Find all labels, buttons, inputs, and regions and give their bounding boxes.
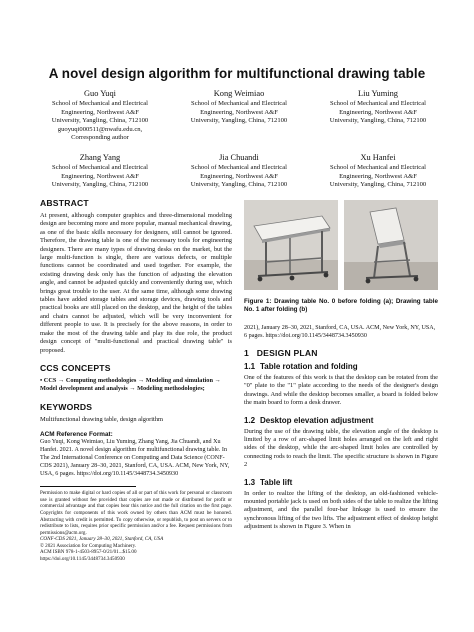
abstract-text: At present, although computer graphics and three-dimensional modeling design are becoming more and more popular, manual mechanical drawing, as one of the basic skills necessary for designers, still cannot be ignored. Therefore, the drawing table is one of the necessary tools for engineering designers. There are many types of drawing desks on the market, but the large multi-function is single, there are various defects, or multiple functions cannot be coordinated and used together. For example, the existing drawing desk only has the function of adjusting the elevation angle, and cannot be adjusted quickly and conveniently during use, which brings great trouble to the user. At the same time, although some drawing tables have added storage tables and storage devices, drawing tools and practical books are still placed on the desktop, and the height of the tables and chairs cannot be adjusted, which will be very inconvenient for different people to use. It is precisely for the above reasons, in order to make the most of the drawing table and play its due role, the product design concept of "multi-functional and practical drawing table" is proposed. bbox=[40, 212, 232, 354]
author-block bbox=[310, 88, 446, 143]
author-affiliation-line: Engineering, Northwest A&F bbox=[339, 172, 417, 180]
subsection-number: 1.3 bbox=[244, 477, 256, 487]
author-affiliation-line: University, Yangling, China, 712100 bbox=[329, 117, 427, 125]
author-name: Zhang Yang bbox=[79, 153, 121, 162]
author-email: guoyuqi000511@nwafu.edu.cn, bbox=[57, 125, 143, 133]
permission-copyright: © 2021 Association for Computing Machinery. bbox=[40, 542, 137, 549]
subsection-1-2-text: During the use of the drawing table, the elevation angle of the desktop is limited by a row of arc-shaped limit holes arranged on the left and right sides of the desktop, while the arc-shaped limit holes are controlled by connecting rods to reach the limit. The specific structure is shown in Figure 2 bbox=[244, 427, 438, 469]
right-column bbox=[244, 198, 438, 532]
subsection-title: Desktop elevation adjustment bbox=[260, 415, 374, 425]
subsection-title: Table lift bbox=[260, 477, 293, 487]
authors-row-1 bbox=[32, 88, 446, 143]
author-affiliation-line: School of Mechanical and Electrical bbox=[52, 164, 148, 171]
author-affiliation-line: University, Yangling, China, 712100 bbox=[190, 181, 288, 189]
subsection-title: Table rotation and folding bbox=[260, 362, 358, 371]
subsection-number: 1.1 bbox=[244, 362, 256, 371]
reference-continuation: 2021), January 28–30, 2021, Stanford, CA, USA. ACM, New York, NY, USA, 6 pages. https://doi.org/10.1145/3448734.3450930 bbox=[244, 325, 436, 339]
permission-isbn: ACM ISBN 978-1-4503-8957-0/21/01...$15.00 bbox=[40, 549, 137, 556]
author-note: Corresponding author bbox=[71, 134, 129, 142]
figure-caption: Figure 1: Drawing table No. 0 before folding (a); Drawing table No. 1 after folding (b) bbox=[244, 298, 438, 313]
author-name: Kong Weimiao bbox=[213, 89, 265, 98]
subsection-1-3-heading bbox=[244, 478, 438, 487]
author-name: Liu Yuming bbox=[358, 89, 398, 98]
section-number: 1 bbox=[244, 348, 249, 358]
author-block bbox=[32, 88, 168, 143]
abstract-heading: ABSTRACT bbox=[40, 198, 89, 208]
subsection-number: 1.2 bbox=[244, 415, 256, 425]
author-affiliation-line: School of Mechanical and Electrical bbox=[191, 164, 287, 171]
figure-photo-b bbox=[344, 200, 438, 290]
author-affiliation-line: University, Yangling, China, 712100 bbox=[51, 117, 149, 125]
author-affiliation-line: Engineering, Northwest A&F bbox=[200, 172, 278, 180]
subsection-1-1-text: One of the features of this work is that the desktop can be rotated from the "0" plate to the "1" plate according to the needs of the designer's design drawings. And while the desktop becomes smaller, a board is folded below the main board to form a desk drawer. bbox=[244, 374, 438, 407]
paper-title: A novel design algorithm for multifunctional drawing table bbox=[48, 66, 426, 81]
figure-1 bbox=[244, 198, 438, 294]
author-block bbox=[32, 152, 168, 190]
keywords-text: Multifunctional drawing table, design algorithm bbox=[40, 415, 163, 423]
author-affiliation-line: School of Mechanical and Electrical bbox=[330, 100, 426, 107]
permission-text: Permission to make digital or hard copies of all or part of this work for personal or classroom use is granted without fee provided that copies are not made or distributed for profit or commercial advantage and that copies bear this notice and the full citation on the first page. Copyrights for components of this work owned by others than ACM must be honored. Abstracting with credit is permitted. To copy otherwise, or republish, to post on servers or to redistribute to lists, requires prior specific permission and/or a fee. Request permissions from permissions@acm.org. bbox=[40, 490, 232, 536]
left-column bbox=[40, 198, 232, 563]
authors-row-2 bbox=[32, 152, 446, 190]
subsection-1-2-heading bbox=[244, 416, 438, 425]
reference-format-heading: ACM Reference Format: bbox=[40, 431, 113, 439]
ccs-heading: CCS CONCEPTS bbox=[40, 362, 111, 373]
permission-doi: https://doi.org/10.1145/3448734.3450930 bbox=[40, 556, 125, 563]
subsection-1-1-heading bbox=[244, 362, 438, 371]
section-1-heading bbox=[244, 348, 438, 358]
figure-photo-a bbox=[244, 200, 338, 290]
author-affiliation-line: Engineering, Northwest A&F bbox=[61, 108, 139, 116]
footnote-rule bbox=[40, 486, 136, 487]
author-affiliation-line: Engineering, Northwest A&F bbox=[200, 108, 278, 116]
keywords-heading: KEYWORDS bbox=[40, 401, 93, 412]
author-affiliation-line: Engineering, Northwest A&F bbox=[339, 108, 417, 116]
author-name: Jia Chuandi bbox=[219, 153, 259, 162]
author-affiliation-line: School of Mechanical and Electrical bbox=[191, 100, 287, 107]
permission-conf: CONF-CDS 2021, January 28–30, 2021, Stanford, CA, USA bbox=[40, 536, 164, 543]
ccs-text: • CCS → Computing methodologies → Modeling and simulation → Model development and analysis → Modeling methodologies; bbox=[40, 376, 221, 393]
reference-format-text: Guo Yuqi, Kong Weimiao, Liu Yuming, Zhang Yang, Jia Chuandi, and Xu Hanfei. 2021. A novel design algorithm for multifunctional drawing table. In The 2nd International Conference on Computing and Data Science (CONF-CDS 2021), January 28–30, 2021, Stanford, CA, USA. ACM, New York, NY, USA, 6 pages. https://doi.org/10.1145/3448734.3450930 bbox=[40, 439, 230, 478]
author-affiliation-line: University, Yangling, China, 712100 bbox=[329, 181, 427, 189]
author-affiliation-line: School of Mechanical and Electrical bbox=[52, 100, 148, 107]
author-block bbox=[171, 88, 307, 143]
author-block bbox=[310, 152, 446, 190]
author-affiliation-line: University, Yangling, China, 712100 bbox=[51, 181, 149, 189]
author-affiliation-line: School of Mechanical and Electrical bbox=[330, 164, 426, 171]
permission-block bbox=[40, 486, 232, 563]
subsection-1-3-text: In order to realize the lifting of the desktop, an old-fashioned vehicle-mounted portable jack is used on both sides of the table to realize the lifting adjustment, and the parallel four-bar linkage is used to ensure the synchronous lifting of the two lifts. The adjustment effect of desktop height adjustment is shown in Figure 3. When in bbox=[244, 489, 438, 531]
author-affiliation-line: University, Yangling, China, 712100 bbox=[190, 117, 288, 125]
author-block bbox=[171, 152, 307, 190]
author-affiliation-line: Engineering, Northwest A&F bbox=[61, 172, 139, 180]
author-name: Guo Yuqi bbox=[83, 89, 117, 98]
author-name: Xu Hanfei bbox=[360, 153, 396, 162]
section-title: DESIGN PLAN bbox=[256, 348, 318, 358]
